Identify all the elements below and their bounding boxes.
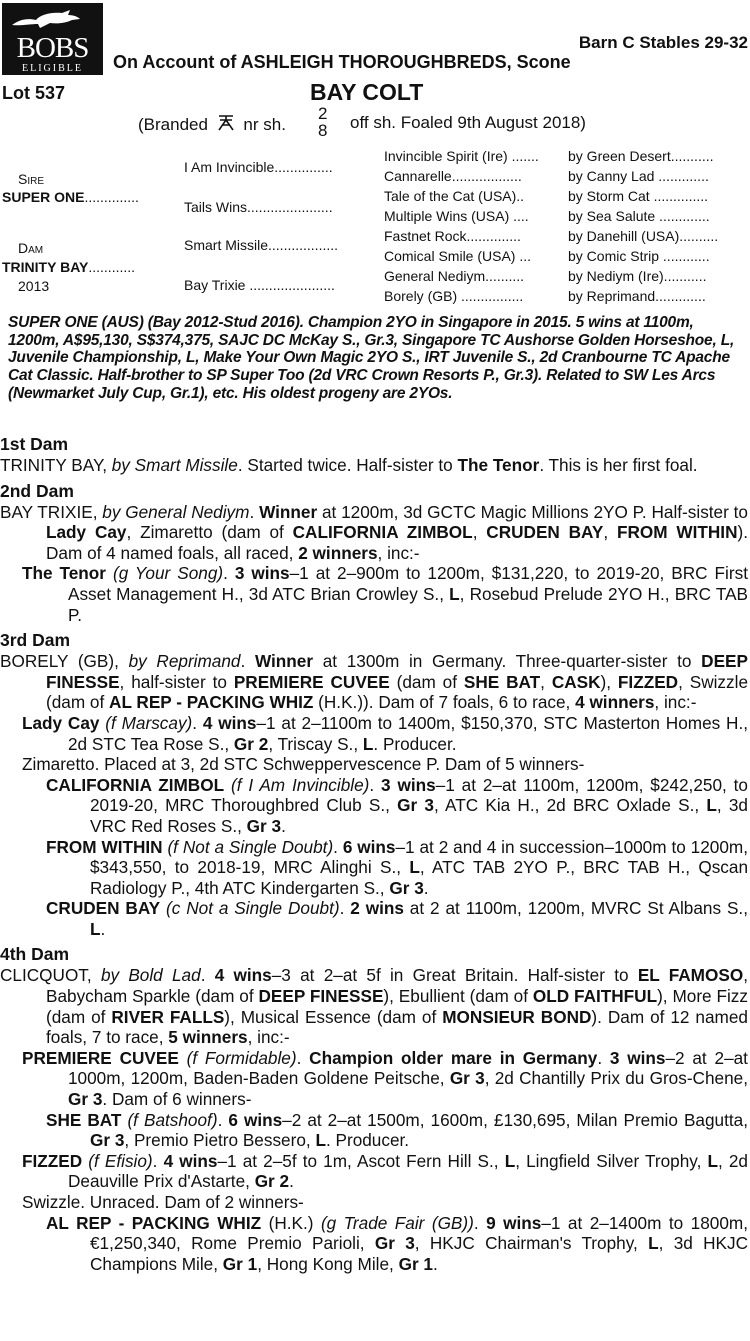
third-dam-paragraph: BORELY (GB), by Reprimand. Winner at 1300m in Germany. Three-quarter-sister to DEEP FINESSE, half-sister to PREMIERE CUVEE (dam of SHE BAT, CASK), FIZZED, Swizzle (dam of AL REP - PACKING WHIZ (H.K.)). Dam of 7 foals, 6 to race, 4 winners, inc:-	[0, 651, 749, 713]
second-dam-paragraph: BAY TRIXIE, by General Nediym. Winner at 1200m, 3d GCTC Magic Millions 2YO P. Half-sister to Lady Cay, Zimaretto (dam of CALIFORNIA ZIMBOL, CRUDEN BAY, FROM WITHIN). Dam of 4 named foals, all raced, 2 winners, inc:-	[0, 501, 748, 563]
gen3-3: Tale of the Cat (USA)..	[384, 188, 525, 204]
brand-number-top: 2	[318, 104, 328, 123]
brand-line	[138, 113, 286, 135]
gen3-5: Fastnet Rock..............	[384, 228, 521, 244]
fourth-dam-paragraph: CLICQUOT, by Bold Lad. 4 wins–3 at 2–at 5f in Great Britain. Half-sister to EL FAMOSO, Babycham Sparkle (dam of DEEP FINESSE), Ebullient (dam of OLD FAITHFUL), More Fizz (dam of RIVER FALLS), Musical Essence (dam of MONSIEUR BOND). Dam of 12 named foals, 7 to race, 5 winners, inc:-	[0, 965, 748, 1048]
fourth-dam-heading: 4th Dam	[0, 944, 70, 965]
fizzed-entry: FIZZED (f Efisio). 4 wins–1 at 2–5f to 1m, Ascot Fern Hill S., L, Lingfield Silver Trophy, L, 2d Deauville Prix d'Astarte, Gr 2.	[22, 1150, 748, 1192]
brand-numbers	[318, 105, 327, 139]
dam-dots: ............	[88, 259, 136, 275]
sire-name-text: SUPER ONE	[2, 189, 85, 205]
gen4-3: by Storm Cat ..............	[568, 188, 709, 204]
gen4-8: by Reprimand.............	[568, 288, 706, 304]
gen3-2: Cannarelle..................	[384, 168, 522, 184]
dam-name	[2, 259, 135, 275]
foaling-year: 2013	[18, 278, 50, 294]
dam-dam: Bay Trixie ......................	[184, 277, 335, 293]
gen4-1: by Green Desert...........	[568, 148, 714, 164]
gen3-7: General Nediym..........	[384, 268, 525, 284]
sire-dots: ..............	[84, 189, 139, 205]
al-rep-packing-whiz-entry: AL REP - PACKING WHIZ (H.K.) (g Trade Fair (GB)). 9 wins–1 at 2–1400m to 1800m, €1,250,340, Rome Premio Parioli, Gr 3, HKJC Chairman's Trophy, L, 3d HKJC Champions Mile, Gr 1, Hong Kong Mile, Gr 1.	[46, 1212, 748, 1274]
racehorse-logo-icon	[10, 9, 82, 31]
catalogue-body	[0, 433, 748, 1274]
the-tenor-entry: The Tenor (g Your Song). 3 wins–1 at 2–900m to 1200m, $131,220, to 2019-20, BRC First Asset Management H., 3d ATC Brian Crowley S., L, Rosebud Prelude 2YO H., BRC TAB P.	[22, 563, 748, 625]
premiere-cuvee-entry: PREMIERE CUVEE (f Formidable). Champion older mare in Germany. 3 wins–2 at 2–at 1000m, 1200m, Baden-Baden Goldene Peitsche, Gr 3, 2d Chantilly Prix du Gros-Chene, Gr 3. Dam of 6 winners-	[22, 1047, 748, 1110]
gen4-4: by Sea Salute .............	[568, 208, 710, 224]
sire-label: Sire	[18, 171, 45, 187]
third-dam-heading: 3rd Dam	[0, 630, 71, 651]
zimaretto-entry: Zimaretto. Placed at 3, 2d STC Schweppervescence P. Dam of 5 winners-	[22, 754, 585, 775]
horse-sex-colour: BAY COLT	[310, 79, 424, 105]
first-dam-heading: 1st Dam	[0, 434, 69, 454]
she-bat-entry: SHE BAT (f Batshoof). 6 wins–2 at 2–at 1500m, 1600m, £130,695, Milan Premio Bagutta, Gr 3, Premio Pietro Bessero, L. Producer.	[46, 1109, 748, 1151]
brand-near-side: nr sh.	[243, 115, 286, 134]
gen4-7: by Nediym (Ire)...........	[568, 268, 707, 284]
gen3-8: Borely (GB) ................	[384, 288, 524, 304]
sire-dam: Tails Wins......................	[184, 199, 333, 215]
sire-name	[2, 189, 139, 205]
california-zimbol-entry: CALIFORNIA ZIMBOL (f I Am Invincible). 3 wins–1 at 2–at 1100m, 1200m, $242,250, to 2019-20, MRC Thoroughbred Club S., Gr 3, ATC Kia H., 2d BRC Oxlade S., L, 3d VRC Red Roses S., Gr 3.	[46, 774, 748, 836]
second-dam-heading: 2nd Dam	[0, 480, 74, 501]
brand-number-bottom: 8	[318, 121, 328, 140]
gen4-5: by Danehill (USA)..........	[568, 228, 719, 244]
brand-prefix: (Branded	[138, 115, 208, 134]
lady-cay-entry: Lady Cay (f Marscay). 4 wins–1 at 2–1100m to 1400m, $150,370, STC Masterton Homes H., 2d STC Tea Rose S., Gr 2, Triscay S., L. Producer.	[22, 712, 748, 754]
gen4-2: by Canny Lad .............	[568, 168, 709, 184]
dam-sire: Smart Missile..................	[184, 237, 339, 253]
barn-location: Barn C Stables 29-32	[578, 33, 748, 52]
brand-mark-icon	[215, 113, 237, 131]
sire-sire: I Am Invincible...............	[184, 159, 333, 175]
vendor-account: On Account of ASHLEIGH THOROUGHBREDS, Scone	[113, 52, 571, 72]
gen4-6: by Comic Strip ............	[568, 248, 710, 264]
dam-label: Dam	[18, 240, 44, 256]
brand-offside-foaled: off sh. Foaled 9th August 2018)	[350, 113, 586, 132]
from-within-entry: FROM WITHIN (f Not a Single Doubt). 6 wins–1 at 2 and 4 in succession–1000m to 1200m, $343,550, to 2018-19, MRC Alinghi S., L, ATC TAB 2YO P., BRC TAB H., Qscan Radiology P., 4th ATC Kindergarten S., Gr 3.	[46, 836, 749, 898]
logo-name: BOBS	[16, 32, 89, 64]
dam-name-text: TRINITY BAY	[2, 259, 89, 275]
first-dam-paragraph: TRINITY BAY, by Smart Missile. Started twice. Half-sister to The Tenor. This is her first foal.	[0, 455, 698, 475]
lot-number: Lot 537	[2, 83, 66, 103]
gen3-4: Multiple Wins (USA) ....	[384, 208, 529, 224]
logo-subtitle: ELIGIBLE	[22, 63, 83, 74]
gen3-1: Invincible Spirit (Ire) .......	[384, 148, 539, 164]
gen3-6: Comical Smile (USA) ...	[384, 248, 532, 264]
swizzle-entry: Swizzle. Unraced. Dam of 2 winners-	[22, 1192, 304, 1212]
sire-summary: SUPER ONE (AUS) (Bay 2012-Stud 2016). Champion 2YO in Singapore in 2015. 5 wins at 1100m, 1200m, A$95,130, S$374,375, SAJC DC McKay S., Gr.3, Singapore TC Aushorse Golden Horseshoe, L, Juvenile Championship, L, Make Your Own Magic 2YO S., IRT Juvenile S., 2d Cranbourne TC Apache Cat Classic. Half-brother to SP Super Too (2d VRC Crown Resorts P., Gr.3). Related to SW Les Arcs (Newmarket July Cup, Gr.1), etc. His oldest progeny are 2YOs.	[8, 314, 735, 402]
bobs-eligible-logo	[2, 3, 103, 75]
cruden-bay-entry: CRUDEN BAY (c Not a Single Doubt). 2 wins at 2 at 1100m, 1200m, MVRC St Albans S., L.	[46, 898, 748, 939]
